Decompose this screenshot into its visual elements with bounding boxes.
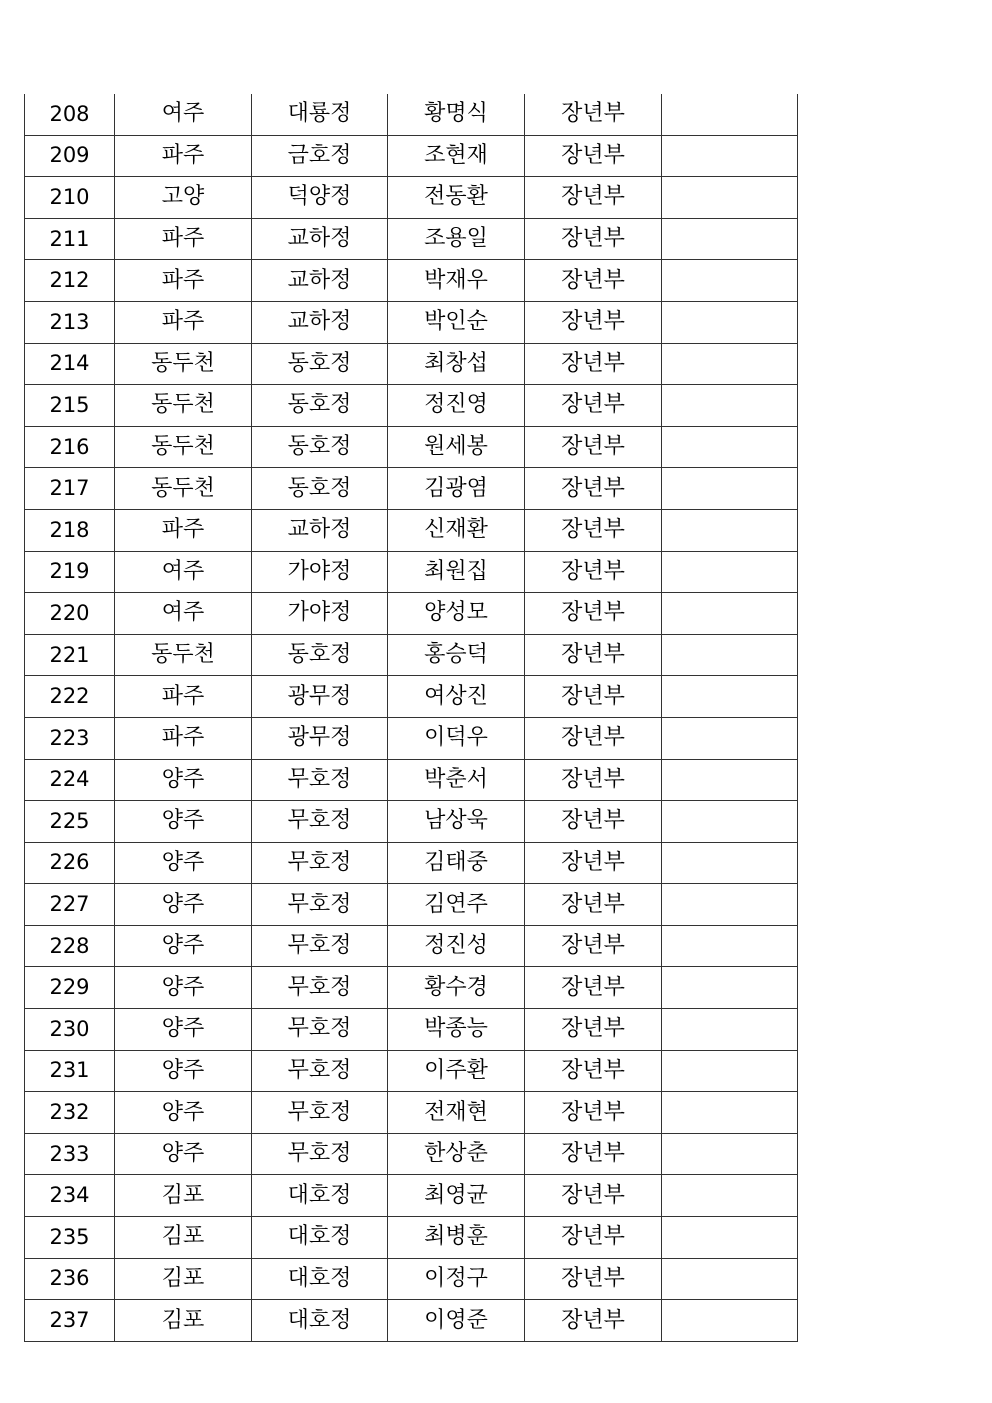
club-cell: 덕양정 <box>252 177 388 219</box>
division-cell: 장년부 <box>525 1217 662 1259</box>
division-cell: 장년부 <box>525 1092 662 1134</box>
entry-number: 227 <box>25 884 115 926</box>
name-cell: 신재환 <box>388 509 525 551</box>
table-row <box>25 135 798 177</box>
note-cell <box>662 1050 798 1092</box>
entry-number: 218 <box>25 509 115 551</box>
name-cell: 김연주 <box>388 884 525 926</box>
club-cell: 무호정 <box>252 1009 388 1051</box>
region-cell: 여주 <box>115 551 252 593</box>
club-cell: 가야정 <box>252 593 388 635</box>
note-cell <box>662 426 798 468</box>
name-cell: 남상욱 <box>388 801 525 843</box>
division-cell: 장년부 <box>525 842 662 884</box>
region-cell: 양주 <box>115 842 252 884</box>
division-cell: 장년부 <box>525 759 662 801</box>
table-row <box>25 177 798 219</box>
name-cell: 정진성 <box>388 925 525 967</box>
region-cell: 김포 <box>115 1217 252 1259</box>
club-cell: 무호정 <box>252 1050 388 1092</box>
entry-number: 213 <box>25 301 115 343</box>
division-cell: 장년부 <box>525 343 662 385</box>
region-cell: 김포 <box>115 1258 252 1300</box>
division-cell: 장년부 <box>525 676 662 718</box>
division-cell: 장년부 <box>525 1300 662 1342</box>
club-cell: 대호정 <box>252 1175 388 1217</box>
club-cell: 가야정 <box>252 551 388 593</box>
club-cell: 무호정 <box>252 801 388 843</box>
name-cell: 황수경 <box>388 967 525 1009</box>
entry-number: 222 <box>25 676 115 718</box>
club-cell: 무호정 <box>252 967 388 1009</box>
name-cell: 최창섭 <box>388 343 525 385</box>
table-row <box>25 343 798 385</box>
table-row <box>25 1175 798 1217</box>
name-cell: 이영준 <box>388 1300 525 1342</box>
club-cell: 무호정 <box>252 925 388 967</box>
entry-number: 214 <box>25 343 115 385</box>
division-cell: 장년부 <box>525 468 662 510</box>
name-cell: 최병훈 <box>388 1217 525 1259</box>
entry-number: 234 <box>25 1175 115 1217</box>
entry-number: 232 <box>25 1092 115 1134</box>
table-row <box>25 593 798 635</box>
note-cell <box>662 676 798 718</box>
name-cell: 한상춘 <box>388 1133 525 1175</box>
entry-number: 237 <box>25 1300 115 1342</box>
division-cell: 장년부 <box>525 1258 662 1300</box>
club-cell: 교하정 <box>252 509 388 551</box>
note-cell <box>662 884 798 926</box>
name-cell: 박춘서 <box>388 759 525 801</box>
region-cell: 동두천 <box>115 343 252 385</box>
name-cell: 전동환 <box>388 177 525 219</box>
entry-number: 212 <box>25 260 115 302</box>
note-cell <box>662 468 798 510</box>
table-row <box>25 301 798 343</box>
division-cell: 장년부 <box>525 135 662 177</box>
entry-number: 208 <box>25 94 115 135</box>
table-row <box>25 509 798 551</box>
table-row <box>25 842 798 884</box>
table-row <box>25 634 798 676</box>
note-cell <box>662 1009 798 1051</box>
region-cell: 동두천 <box>115 634 252 676</box>
region-cell: 양주 <box>115 1009 252 1051</box>
table-row <box>25 1258 798 1300</box>
entry-number: 217 <box>25 468 115 510</box>
note-cell <box>662 385 798 427</box>
division-cell: 장년부 <box>525 593 662 635</box>
entry-number: 235 <box>25 1217 115 1259</box>
note-cell <box>662 509 798 551</box>
note-cell <box>662 842 798 884</box>
entry-number: 228 <box>25 925 115 967</box>
name-cell: 박재우 <box>388 260 525 302</box>
name-cell: 최영균 <box>388 1175 525 1217</box>
division-cell: 장년부 <box>525 551 662 593</box>
club-cell: 금호정 <box>252 135 388 177</box>
club-cell: 동호정 <box>252 468 388 510</box>
table-row <box>25 801 798 843</box>
region-cell: 양주 <box>115 1050 252 1092</box>
name-cell: 김태중 <box>388 842 525 884</box>
entry-number: 221 <box>25 634 115 676</box>
name-cell: 전재현 <box>388 1092 525 1134</box>
club-cell: 광무정 <box>252 676 388 718</box>
club-cell: 무호정 <box>252 1092 388 1134</box>
division-cell: 장년부 <box>525 94 662 135</box>
table-row <box>25 967 798 1009</box>
table-row <box>25 426 798 468</box>
division-cell: 장년부 <box>525 301 662 343</box>
club-cell: 무호정 <box>252 884 388 926</box>
note-cell <box>662 967 798 1009</box>
region-cell: 파주 <box>115 260 252 302</box>
division-cell: 장년부 <box>525 218 662 260</box>
name-cell: 김광염 <box>388 468 525 510</box>
entry-number: 225 <box>25 801 115 843</box>
name-cell: 홍승덕 <box>388 634 525 676</box>
division-cell: 장년부 <box>525 1175 662 1217</box>
roster-table <box>24 94 798 1342</box>
name-cell: 여상진 <box>388 676 525 718</box>
region-cell: 양주 <box>115 967 252 1009</box>
region-cell: 여주 <box>115 593 252 635</box>
table-row <box>25 94 798 135</box>
name-cell: 최원집 <box>388 551 525 593</box>
region-cell: 고양 <box>115 177 252 219</box>
entry-number: 210 <box>25 177 115 219</box>
table-row <box>25 717 798 759</box>
division-cell: 장년부 <box>525 509 662 551</box>
note-cell <box>662 94 798 135</box>
table-row <box>25 551 798 593</box>
note-cell <box>662 1258 798 1300</box>
division-cell: 장년부 <box>525 1050 662 1092</box>
region-cell: 파주 <box>115 301 252 343</box>
note-cell <box>662 177 798 219</box>
region-cell: 김포 <box>115 1300 252 1342</box>
region-cell: 파주 <box>115 135 252 177</box>
club-cell: 교하정 <box>252 218 388 260</box>
note-cell <box>662 1092 798 1134</box>
entry-number: 233 <box>25 1133 115 1175</box>
entry-number: 211 <box>25 218 115 260</box>
division-cell: 장년부 <box>525 717 662 759</box>
division-cell: 장년부 <box>525 801 662 843</box>
division-cell: 장년부 <box>525 967 662 1009</box>
club-cell: 대룡정 <box>252 94 388 135</box>
table-row <box>25 1092 798 1134</box>
note-cell <box>662 717 798 759</box>
note-cell <box>662 135 798 177</box>
note-cell <box>662 1175 798 1217</box>
entry-number: 224 <box>25 759 115 801</box>
region-cell: 양주 <box>115 1133 252 1175</box>
club-cell: 교하정 <box>252 260 388 302</box>
note-cell <box>662 1133 798 1175</box>
division-cell: 장년부 <box>525 634 662 676</box>
note-cell <box>662 801 798 843</box>
name-cell: 이주환 <box>388 1050 525 1092</box>
entry-number: 216 <box>25 426 115 468</box>
club-cell: 무호정 <box>252 842 388 884</box>
note-cell <box>662 218 798 260</box>
entry-number: 231 <box>25 1050 115 1092</box>
table-row <box>25 759 798 801</box>
table-row <box>25 260 798 302</box>
region-cell: 파주 <box>115 218 252 260</box>
entry-number: 219 <box>25 551 115 593</box>
name-cell: 박종능 <box>388 1009 525 1051</box>
table-row <box>25 1050 798 1092</box>
table-row <box>25 676 798 718</box>
table-row <box>25 468 798 510</box>
division-cell: 장년부 <box>525 426 662 468</box>
name-cell: 박인순 <box>388 301 525 343</box>
note-cell <box>662 593 798 635</box>
name-cell: 황명식 <box>388 94 525 135</box>
table-row <box>25 1217 798 1259</box>
region-cell: 양주 <box>115 884 252 926</box>
note-cell <box>662 1217 798 1259</box>
region-cell: 양주 <box>115 925 252 967</box>
name-cell: 양성모 <box>388 593 525 635</box>
club-cell: 동호정 <box>252 634 388 676</box>
table-row <box>25 884 798 926</box>
club-cell: 동호정 <box>252 343 388 385</box>
note-cell <box>662 301 798 343</box>
name-cell: 조용일 <box>388 218 525 260</box>
name-cell: 이정구 <box>388 1258 525 1300</box>
note-cell <box>662 634 798 676</box>
club-cell: 대호정 <box>252 1217 388 1259</box>
note-cell <box>662 925 798 967</box>
region-cell: 파주 <box>115 509 252 551</box>
name-cell: 원세봉 <box>388 426 525 468</box>
club-cell: 무호정 <box>252 1133 388 1175</box>
table-row <box>25 385 798 427</box>
note-cell <box>662 343 798 385</box>
entry-number: 220 <box>25 593 115 635</box>
club-cell: 대호정 <box>252 1300 388 1342</box>
region-cell: 파주 <box>115 676 252 718</box>
club-cell: 교하정 <box>252 301 388 343</box>
entry-number: 215 <box>25 385 115 427</box>
division-cell: 장년부 <box>525 177 662 219</box>
name-cell: 조현재 <box>388 135 525 177</box>
club-cell: 무호정 <box>252 759 388 801</box>
region-cell: 김포 <box>115 1175 252 1217</box>
roster-table-body <box>25 94 798 1341</box>
region-cell: 동두천 <box>115 385 252 427</box>
table-row <box>25 925 798 967</box>
division-cell: 장년부 <box>525 260 662 302</box>
entry-number: 236 <box>25 1258 115 1300</box>
region-cell: 양주 <box>115 801 252 843</box>
entry-number: 230 <box>25 1009 115 1051</box>
division-cell: 장년부 <box>525 385 662 427</box>
note-cell <box>662 551 798 593</box>
club-cell: 대호정 <box>252 1258 388 1300</box>
club-cell: 동호정 <box>252 385 388 427</box>
entry-number: 209 <box>25 135 115 177</box>
region-cell: 동두천 <box>115 426 252 468</box>
region-cell: 여주 <box>115 94 252 135</box>
region-cell: 동두천 <box>115 468 252 510</box>
entry-number: 223 <box>25 717 115 759</box>
division-cell: 장년부 <box>525 925 662 967</box>
club-cell: 광무정 <box>252 717 388 759</box>
note-cell <box>662 260 798 302</box>
division-cell: 장년부 <box>525 884 662 926</box>
entry-number: 226 <box>25 842 115 884</box>
name-cell: 이덕우 <box>388 717 525 759</box>
entry-number: 229 <box>25 967 115 1009</box>
name-cell: 정진영 <box>388 385 525 427</box>
table-row <box>25 218 798 260</box>
region-cell: 양주 <box>115 1092 252 1134</box>
table-row <box>25 1133 798 1175</box>
region-cell: 파주 <box>115 717 252 759</box>
club-cell: 동호정 <box>252 426 388 468</box>
note-cell <box>662 1300 798 1342</box>
table-row <box>25 1009 798 1051</box>
note-cell <box>662 759 798 801</box>
division-cell: 장년부 <box>525 1133 662 1175</box>
division-cell: 장년부 <box>525 1009 662 1051</box>
region-cell: 양주 <box>115 759 252 801</box>
table-row <box>25 1300 798 1342</box>
